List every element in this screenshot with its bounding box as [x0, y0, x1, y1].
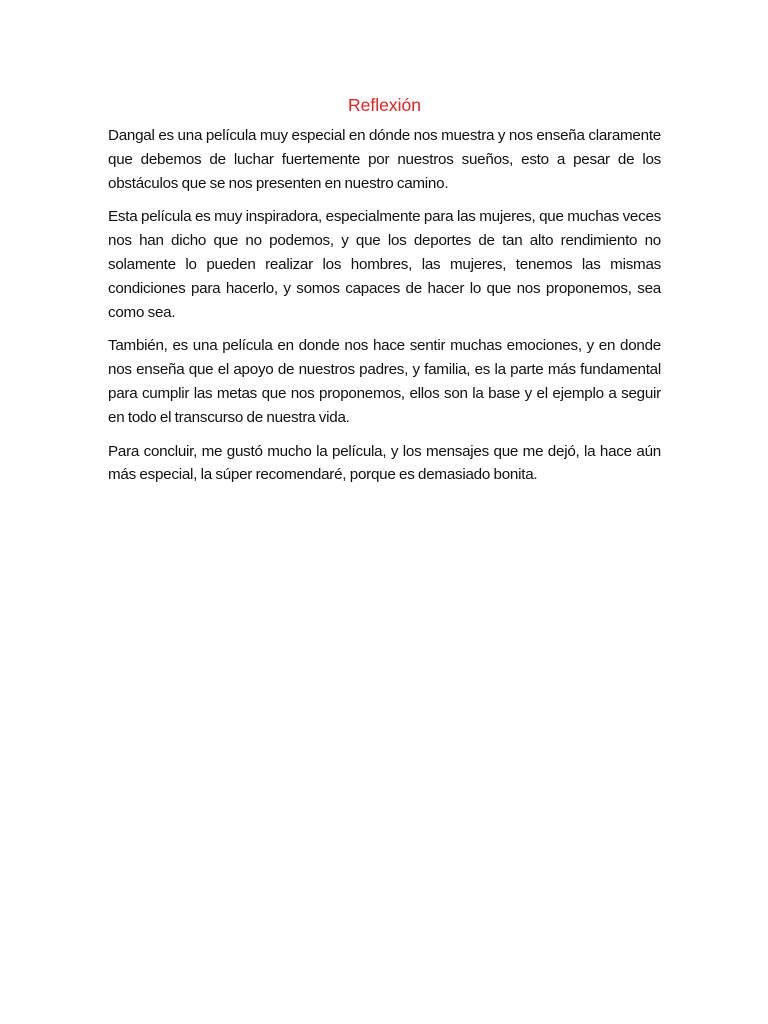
paragraph-2: Esta película es muy inspiradora, especialmente para las mujeres, que muchas veces nos han dicho que no podemos, y que los deportes de tan alto rendimiento no solamente lo pueden realizar los hombres, las mujeres, tenemos las mismas condiciones para hacerlo, y somos capaces de hacer lo que nos proponemos, sea como sea. — [108, 208, 661, 321]
paragraph-4: Para concluir, me gustó mucho la película, y los mensajes que me dejó, la hace aún más especial, la súper recomendaré, porque es demasiado bonita. — [108, 442, 661, 484]
document-title: Reflexión — [348, 95, 421, 115]
document-body — [108, 92, 661, 497]
paragraph-3: También, es una película en donde nos hace sentir muchas emociones, y en donde nos enseña que el apoyo de nuestros padres, y familia, es la parte más fundamental para cumplir las metas que nos proponemos, ellos son la base y el ejemplo a seguir en todo el transcurso de nuestra vida. — [108, 337, 661, 426]
paragraph-1: Dangal es una película muy especial en dónde nos muestra y nos enseña claramente que debemos de luchar fuertemente por nuestros sueños, esto a pesar de los obstáculos que se nos presenten en nuestro camino. — [108, 127, 661, 192]
